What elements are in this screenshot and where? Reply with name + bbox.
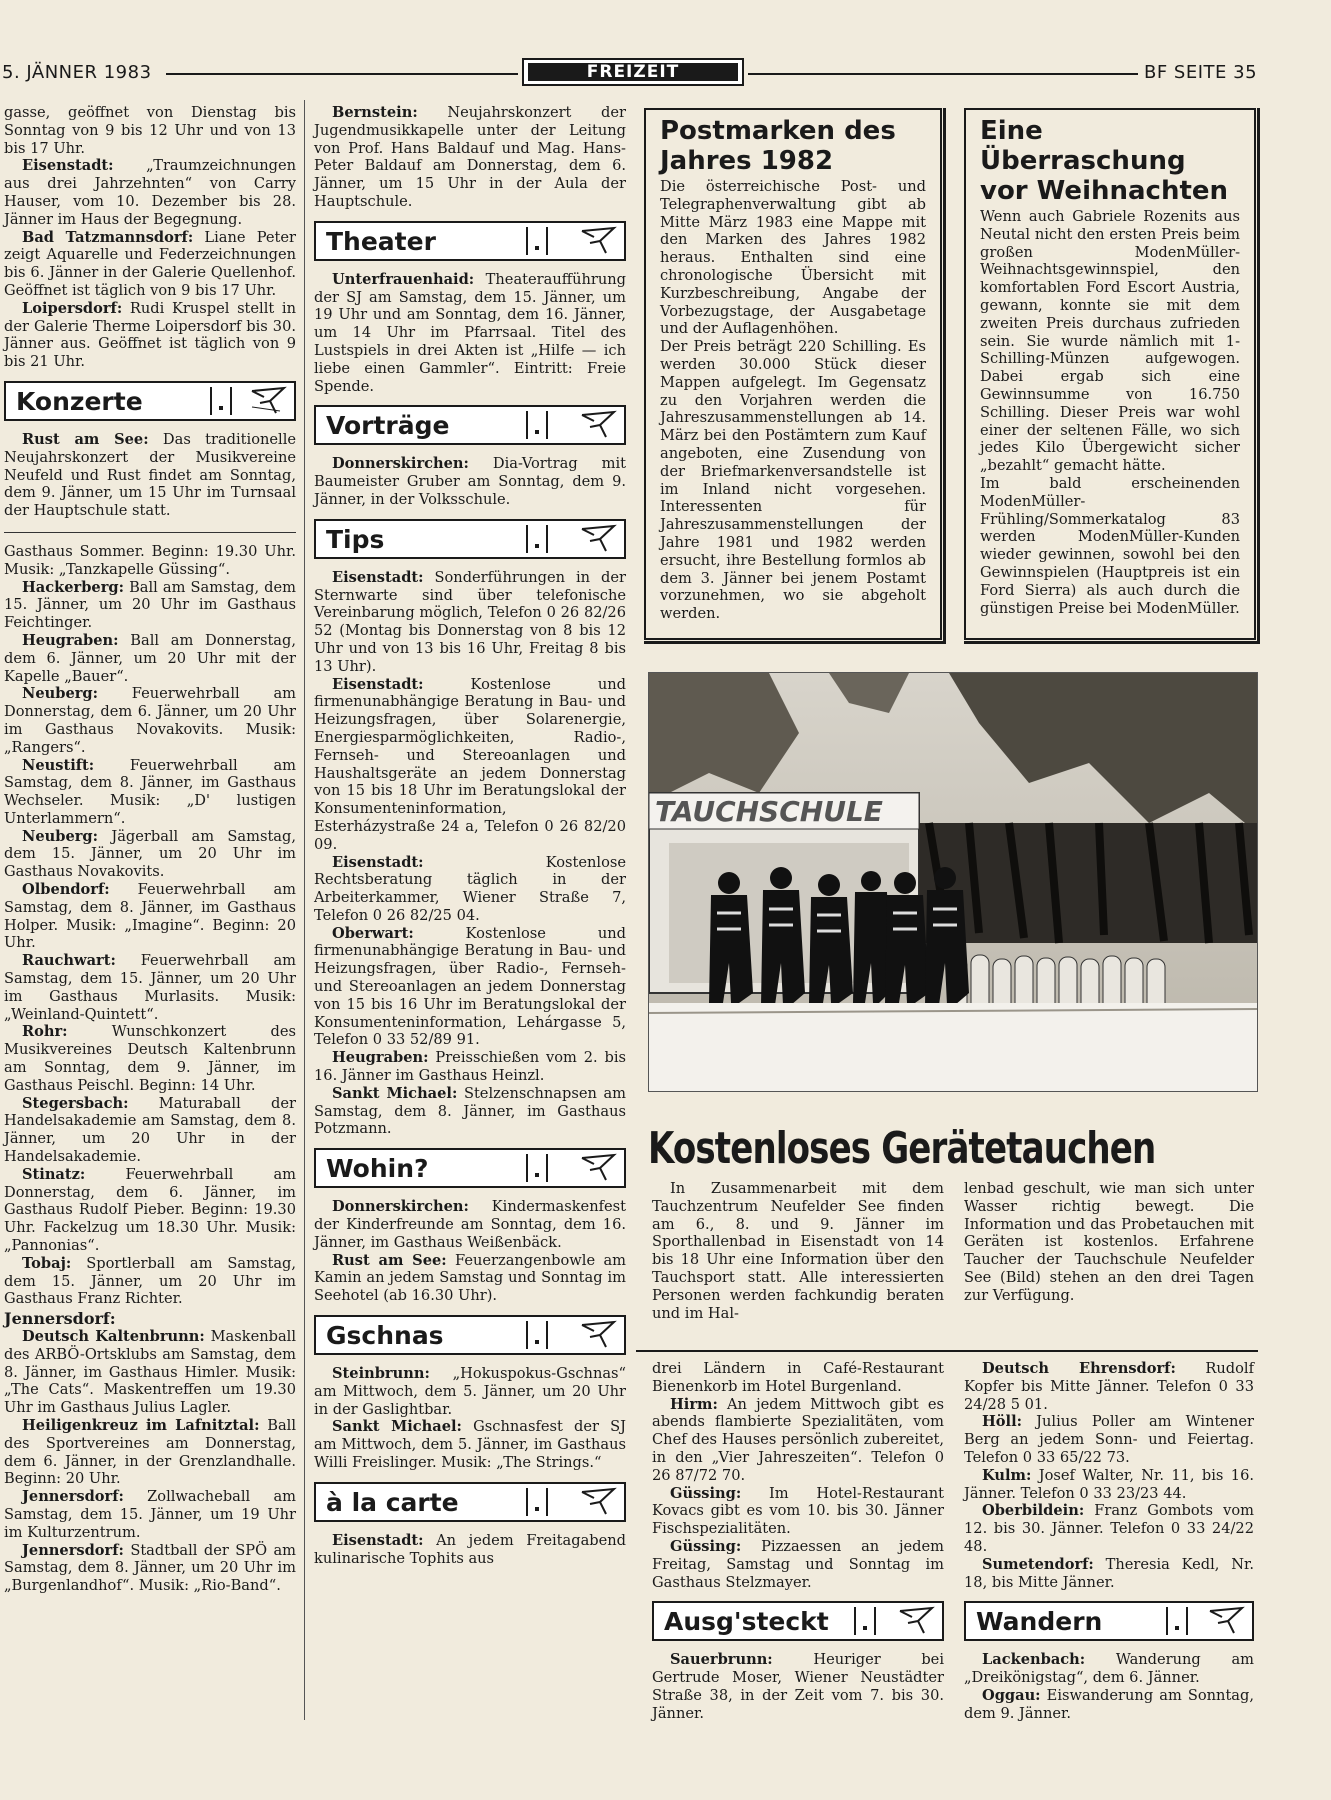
glass-icon [576,409,618,441]
konzerte-heading: Konzerte [16,386,143,416]
theater-heading-box [314,221,626,261]
article-paragraph: In Zusammenarbeit mit dem Tauchzentrum Neufelder See finden am 6., 8. und 9. Jänner im Sporthallenbad in Eisenstadt von 14 bis 18 Uhr eine Information über den Tauchsport statt. Alle interessierten Personen werden fachkundig beraten und im Hal- [652,1180,944,1322]
balls-list [4,543,296,1308]
ausgsteckt-heading-box [652,1601,944,1641]
ausgsteckt-heading: Ausg'steckt [664,1607,829,1637]
list-item: Heugraben: Preisschießen vom 2. bis 16. Jänner im Gasthaus Heinzl. [314,1049,626,1085]
column-1 [4,104,296,1595]
list-item: Jennersdorf: Zollwacheball am Samstag, dem 15. Jänner, um 19 Uhr im Kulturzentrum. [4,1488,296,1541]
divider-mark [526,1321,548,1349]
list-item: Oggau: Eiswanderung am Sonntag, dem 9. Jänner. [964,1686,1254,1722]
list-item: Bad Tatzmannsdorf: Liane Peter zeigt Aquarelle und Federzeichnungen bis 6. Jänner in der Galerie Quellenhof. Geöffnet ist täglich von 9 bis 17 Uhr. [4,228,296,299]
list-item: Tobaj: Sportlerball am Samstag, dem 15. Jänner, um 20 Uhr im Gasthaus Franz Richter. [4,1254,296,1308]
article-paragraph: Die österreichische Post- und Telegraphenverwaltung gibt ab Mitte März 1983 eine Mappe mit den Marken des Jahres 1982 heraus. Enthalten sind eine chronologische Übersicht mit Kurzbeschreibung, Angabe der Vorbezugstage, der Ausgabetage und der Auflagenhöhen. [660,178,926,338]
list-item: Rust am See: Feuerzangenbowle am Kamin an jedem Samstag und Sonntag im Seehotel (ab 16.30 Uhr). [314,1251,626,1305]
gschnas-heading-box [314,1315,626,1355]
list-item: Eisenstadt: An jedem Freitagabend kulinarische Tophits aus [314,1531,626,1567]
header-rule-left [166,73,518,75]
list-item: Sumetendorf: Theresia Kedl, Nr. 18, bis Mitte Jänner. [964,1555,1254,1591]
column-4-bottom [964,1360,1254,1723]
list-item: Hackerberg: Ball am Samstag, dem 15. Jänner, um 20 Uhr im Gasthaus Feichtinger. [4,578,296,632]
ueberraschung-article [964,108,1256,640]
list-item: Kulm: Josef Walter, Nr. 11, bis 16. Jänner. Telefon 0 33 23/23 44. [964,1466,1254,1502]
theater-heading: Theater [326,226,436,256]
divider-mark [210,387,232,415]
article-paragraph: lenbad geschult, wie man sich unter Wasser richtig bewegt. Die Information und das Probetauchen mit Geräten ist kostenlos. Erfahrene Taucher der Tauchschule Neufelder See (Bild) stehen an den drei Tagen zur Verfügung. [964,1180,1254,1304]
divider-mark [526,525,548,553]
exhibitions-list [4,104,296,371]
list-item: Güssing: Pizzaessen an jedem Freitag, Samstag und Sonntag im Gasthaus Stelzmayer. [652,1537,944,1591]
divider-mark [854,1607,876,1635]
list-item: Eisenstadt: Sonderführungen in der Sternwarte sind über telefonische Vereinbarung möglich, Telefon 0 26 82/26 52 (Montag bis Donnerstag von 8 bis 12 Uhr und von 13 bis 16 Uhr, Freitag 8 bis 13 Uhr). [314,568,626,675]
district-heading: Jennersdorf: [4,1309,116,1329]
list-item: Hirm: An jedem Mittwoch gibt es abends flambierte Spezialitäten, vom Chef des Hauses persönlich zubereitet, in den „Vier Jahreszeiten“. Telefon 0 26 87/72 70. [652,1395,944,1484]
glass-icon [576,1486,618,1518]
list-item: Stegersbach: Maturaball der Handelsakademie am Samstag, dem 8. Jänner, um 20 Uhr in der Handelsakademie. [4,1094,296,1166]
header-rule-right [748,73,1138,75]
list-item: Eisenstadt: Kostenlose und firmenunabhängige Beratung in Bau- und Heizungsfragen, über Solarenergie, Energiesparmöglichkeiten, Radio-, Fernseh- und Stereoanlagen und Haushaltsgeräte an jedem Donnerstag von 15 bis 18 Uhr im Beratungslokal der Konsumenteninformation, Esterházystraße 24 a, Telefon 0 26 82/20 09. [314,675,626,853]
divider [636,1350,1258,1352]
photo-image [649,673,1257,1091]
list-item: Donnerskirchen: Kindermaskenfest der Kinderfreunde am Sonntag, dem 16. Jänner, im Gasthaus Weißenbäck. [314,1198,626,1251]
alacarte-heading: à la carte [326,1487,459,1517]
column-3-bottom [652,1360,944,1723]
tauchen-headline: Kostenloses Gerätetauchen [648,1123,1156,1174]
list-item: Jennersdorf: Stadtball der SPÖ am Samstag, dem 8. Jänner, um 20 Uhr im „Burgenlandhof“. Musik: „Rio-Band“. [4,1541,296,1595]
wandern-heading: Wandern [976,1607,1103,1637]
list-item: Donnerskirchen: Dia-Vortrag mit Baumeister Gruber am Sonntag, dem 9. Jänner, in der Volksschule. [314,455,626,508]
list-item: Neustift: Feuerwehrball am Samstag, dem 8. Jänner, im Gasthaus Wechseler. Musik: „D' lustigen Unterlammern“. [4,756,296,827]
tips-list [314,569,626,1139]
list-item: Lackenbach: Wanderung am „Dreikönigstag“, dem 6. Jänner. [964,1651,1254,1687]
list-item: Sankt Michael: Stelzenschnapsen am Samstag, dem 8. Jänner, im Gasthaus Potzmann. [314,1084,626,1138]
wandern-heading-box [964,1601,1254,1641]
gschnas-heading: Gschnas [326,1321,444,1351]
list-item: Oberwart: Kostenlose und firmenunabhängige Beratung in Bau- und Heizungsfragen, über Radio-, Fernseh- und Stereoanlagen an jedem Donnerstag von 15 bis 16 Uhr im Beratungslokal der Konsumenteninformation, Lehárgasse 5, Telefon 0 33 52/89 91. [314,924,626,1049]
glass-icon [576,523,618,555]
wohin-heading: Wohin? [326,1154,429,1184]
tips-heading-box [314,519,626,559]
list-item: Höll: Julius Poller am Wintener Berg an jedem Sonn- und Feiertag. Telefon 0 33 65/22 73. [964,1413,1254,1466]
glass-icon [1204,1605,1246,1637]
glass-icon [246,385,288,417]
page-number: BF SEITE 35 [1144,62,1258,83]
postmarken-headline: Postmarken des Jahres 1982 [660,116,896,176]
glass-icon [576,1319,618,1351]
wohin-heading-box [314,1148,626,1188]
list-item: Güssing: Im Hotel-Restaurant Kovacs gibt es vom 10. bis 30. Jänner Fischspezialitäten. [652,1484,944,1538]
divers-photo [648,672,1258,1092]
list-item: Heiligenkreuz im Lafnitztal: Ball des Sportvereines am Donnerstag, dem 6. Jänner, in der Grenzlandhalle. Beginn: 20 Uhr. [4,1416,296,1488]
list-item: Unterfrauenhaid: Theateraufführung der SJ am Samstag, dem 15. Jänner, um 19 Uhr und am Sonntag, dem 16. Jänner, um 14 Uhr im Pfarrsaal. Titel des Lustspiels in drei Akten ist „Hilfe — ich liebe einen Gammler“. Eintritt: Freie Spende. [314,270,626,395]
vortraege-heading-box [314,405,626,445]
tips-heading: Tips [326,524,385,554]
divider-mark [526,1154,548,1182]
divider-mark [526,1488,548,1516]
list-item: Sauerbrunn: Heuriger bei Gertrude Moser, Wiener Neustädter Straße 38, in der Zeit vom 7. bis 30. Jänner. [652,1651,944,1722]
postmarken-article [644,108,942,640]
list-item: Rauchwart: Feuerwehrball am Samstag, dem 15. Jänner, um 20 Uhr im Gasthaus Murlasits. Musik: „Weinland-Quintett“. [4,952,296,1023]
list-item: Sankt Michael: Gschnasfest der SJ am Mittwoch, dem 5. Jänner, im Gasthaus Willi Freislinger. Musik: „The Strings.“ [314,1418,627,1472]
list-item: Neuberg: Feuerwehrball am Donnerstag, dem 6. Jänner, um 20 Uhr im Gasthaus Novakovits. Musik: „Rangers“. [4,685,296,756]
list-item: Oberbildein: Franz Gombots vom 12. bis 30. Jänner. Telefon 0 33 24/22 48. [964,1502,1254,1555]
vortraege-heading: Vorträge [326,411,450,441]
issue-date: 5. JÄNNER 1983 [2,62,152,83]
list-item: Loipersdorf: Rudi Kruspel stellt in der Galerie Therme Loipersdorf bis 30. Jänner aus. Geöffnet ist täglich von 9 bis 21 Uhr. [4,299,296,371]
glass-icon [576,1152,618,1184]
list-item: Stinatz: Feuerwehrball am Donnerstag, dem 6. Jänner, im Gasthaus Rudolf Pieber. Beginn: 19.30 Uhr. Fackelzug um 18.30 Uhr. Musik: „Pannonias“. [4,1165,296,1255]
list-item: drei Ländern in Café-Restaurant Bienenkorb im Hotel Burgenland. [652,1360,944,1395]
glass-icon [894,1605,936,1637]
divider-mark [1166,1607,1188,1635]
column-2 [314,104,626,1567]
tauchen-right-column [964,1180,1254,1305]
article-paragraph: Im bald erscheinenden ModenMüller-Frühling/Sommerkatalog 83 werden ModenMüller-Kunden wieder gewinnen, sowohl bei den Gewinnspielen (Hauptpreis ist ein Ford Sierra) als auch durch die günstigen Preise bei ModenMüller. [980,474,1240,617]
list-item: Eisenstadt: Kostenlose Rechtsberatung täglich in der Arbeiterkammer, Wiener Straße 7, Telefon 0 26 82/25 04. [314,853,626,924]
divider-mark [526,227,548,255]
alacarte-heading-box [314,1482,626,1522]
list-item: Bernstein: Neujahrskonzert der Jugendmusikkapelle unter der Leitung von Prof. Hans Baldauf und Mag. Hans-Peter Baldauf am Donnerstag, dem 6. Jänner, um 15 Uhr in der Aula der Hauptschule. [314,104,626,210]
list-item: gasse, geöffnet von Dienstag bis Sonntag von 9 bis 12 Uhr und von 13 bis 17 Uhr. [4,104,296,157]
list-item: Gasthaus Sommer. Beginn: 19.30 Uhr. Musik: „Tanzkapelle Güssing“. [4,542,296,578]
section-title: FREIZEIT [528,63,738,81]
article-paragraph: Der Preis beträgt 220 Schilling. Es werden 30.000 Stück dieser Mappen aufgelegt. Im Gegensatz zu den Vorjahren werden die Jahreszusammenstellungen ab 14. März bei den Postämtern zum Kauf angeboten, eine Zusendung von der Briefmarkenversandstelle ist im Inland nicht vorgesehen. Interessenten für Jahreszusammenstellungen der Jahre 1981 und 1982 werden ersucht, ihre Bestellung formlos ab dem 3. Jänner bei jenem Postamt vorzunehmen, wo sie abgeholt werden. [660,338,926,623]
list-item: Rohr: Wunschkonzert des Musikvereines Deutsch Kaltenbrunn am Sonntag, dem 9. Jänner, im Gasthaus Peischl. Beginn: 14 Uhr. [4,1023,296,1094]
list-item: Neuberg: Jägerball am Samstag, dem 15. Jänner, um 20 Uhr im Gasthaus Novakovits. [4,827,296,881]
ueberraschung-headline: Eine Überraschung vor Weihnachten [980,116,1229,206]
list-item: Rust am See: Das traditionelle Neujahrskonzert der Musikvereine Neufeld und Rust findet am Sonntag, dem 9. Jänner, um 15 Uhr im Turnsaal der Hauptschule statt. [4,430,296,520]
column-rule [304,100,305,1720]
list-item: Deutsch Kaltenbrunn: Maskenball des ARBÖ-Ortsklubs am Samstag, dem 8. Jänner, im Gasthaus Himler. Musik: „The Cats“. Maskentreffen um 19.30 Uhr im Gasthaus Julius Lagler. [4,1328,296,1417]
tauchen-left-column [652,1180,944,1322]
divider [4,532,296,533]
list-item: Olbendorf: Feuerwehrball am Samstag, dem 8. Jänner, im Gasthaus Holper. Musik: „Imagine“. Beginn: 20 Uhr. [4,881,296,952]
konzerte-heading-box [4,381,296,421]
photo-sign-text: TAUCHSCHULE [655,795,883,828]
list-item: Deutsch Ehrensdorf: Rudolf Kopfer bis Mitte Jänner. Telefon 0 33 24/28 5 01. [964,1360,1254,1413]
glass-icon [576,225,618,257]
jennersdorf-list [4,1328,296,1595]
list-item: Eisenstadt: „Traumzeichnungen aus drei Jahrzehnten“ von Carry Hauser, vom 10. Dezember bis 28. Jänner im Haus der Begegnung. [4,157,296,228]
article-paragraph: Wenn auch Gabriele Rozenits aus Neutal nicht den ersten Preis beim großen ModenMüller-Weihnachtsgewinnspiel, den komfortablen Ford Escort Austria, gewann, konnte sie mit dem zweiten Preis durchaus zufrieden sein. Sie wurde nämlich mit 1-Schilling-Münzen aufgewogen. Dabei ergab sich eine Gewinnsumme von 16.750 Schilling. Dieser Preis war wohl einer der seltenen Fälle, wo sich jedes Kilo Übergewicht sicher „bezahlt“ gemacht hätte. [980,208,1240,475]
section-banner [522,58,744,86]
list-item: Steinbrunn: „Hokuspokus-Gschnas“ am Mittwoch, dem 5. Jänner, um 20 Uhr in der Gaslightbar. [314,1365,626,1418]
divider-mark [526,411,548,439]
list-item: Heugraben: Ball am Donnerstag, dem 6. Jänner, um 20 Uhr mit der Kapelle „Bauer“. [4,631,296,685]
